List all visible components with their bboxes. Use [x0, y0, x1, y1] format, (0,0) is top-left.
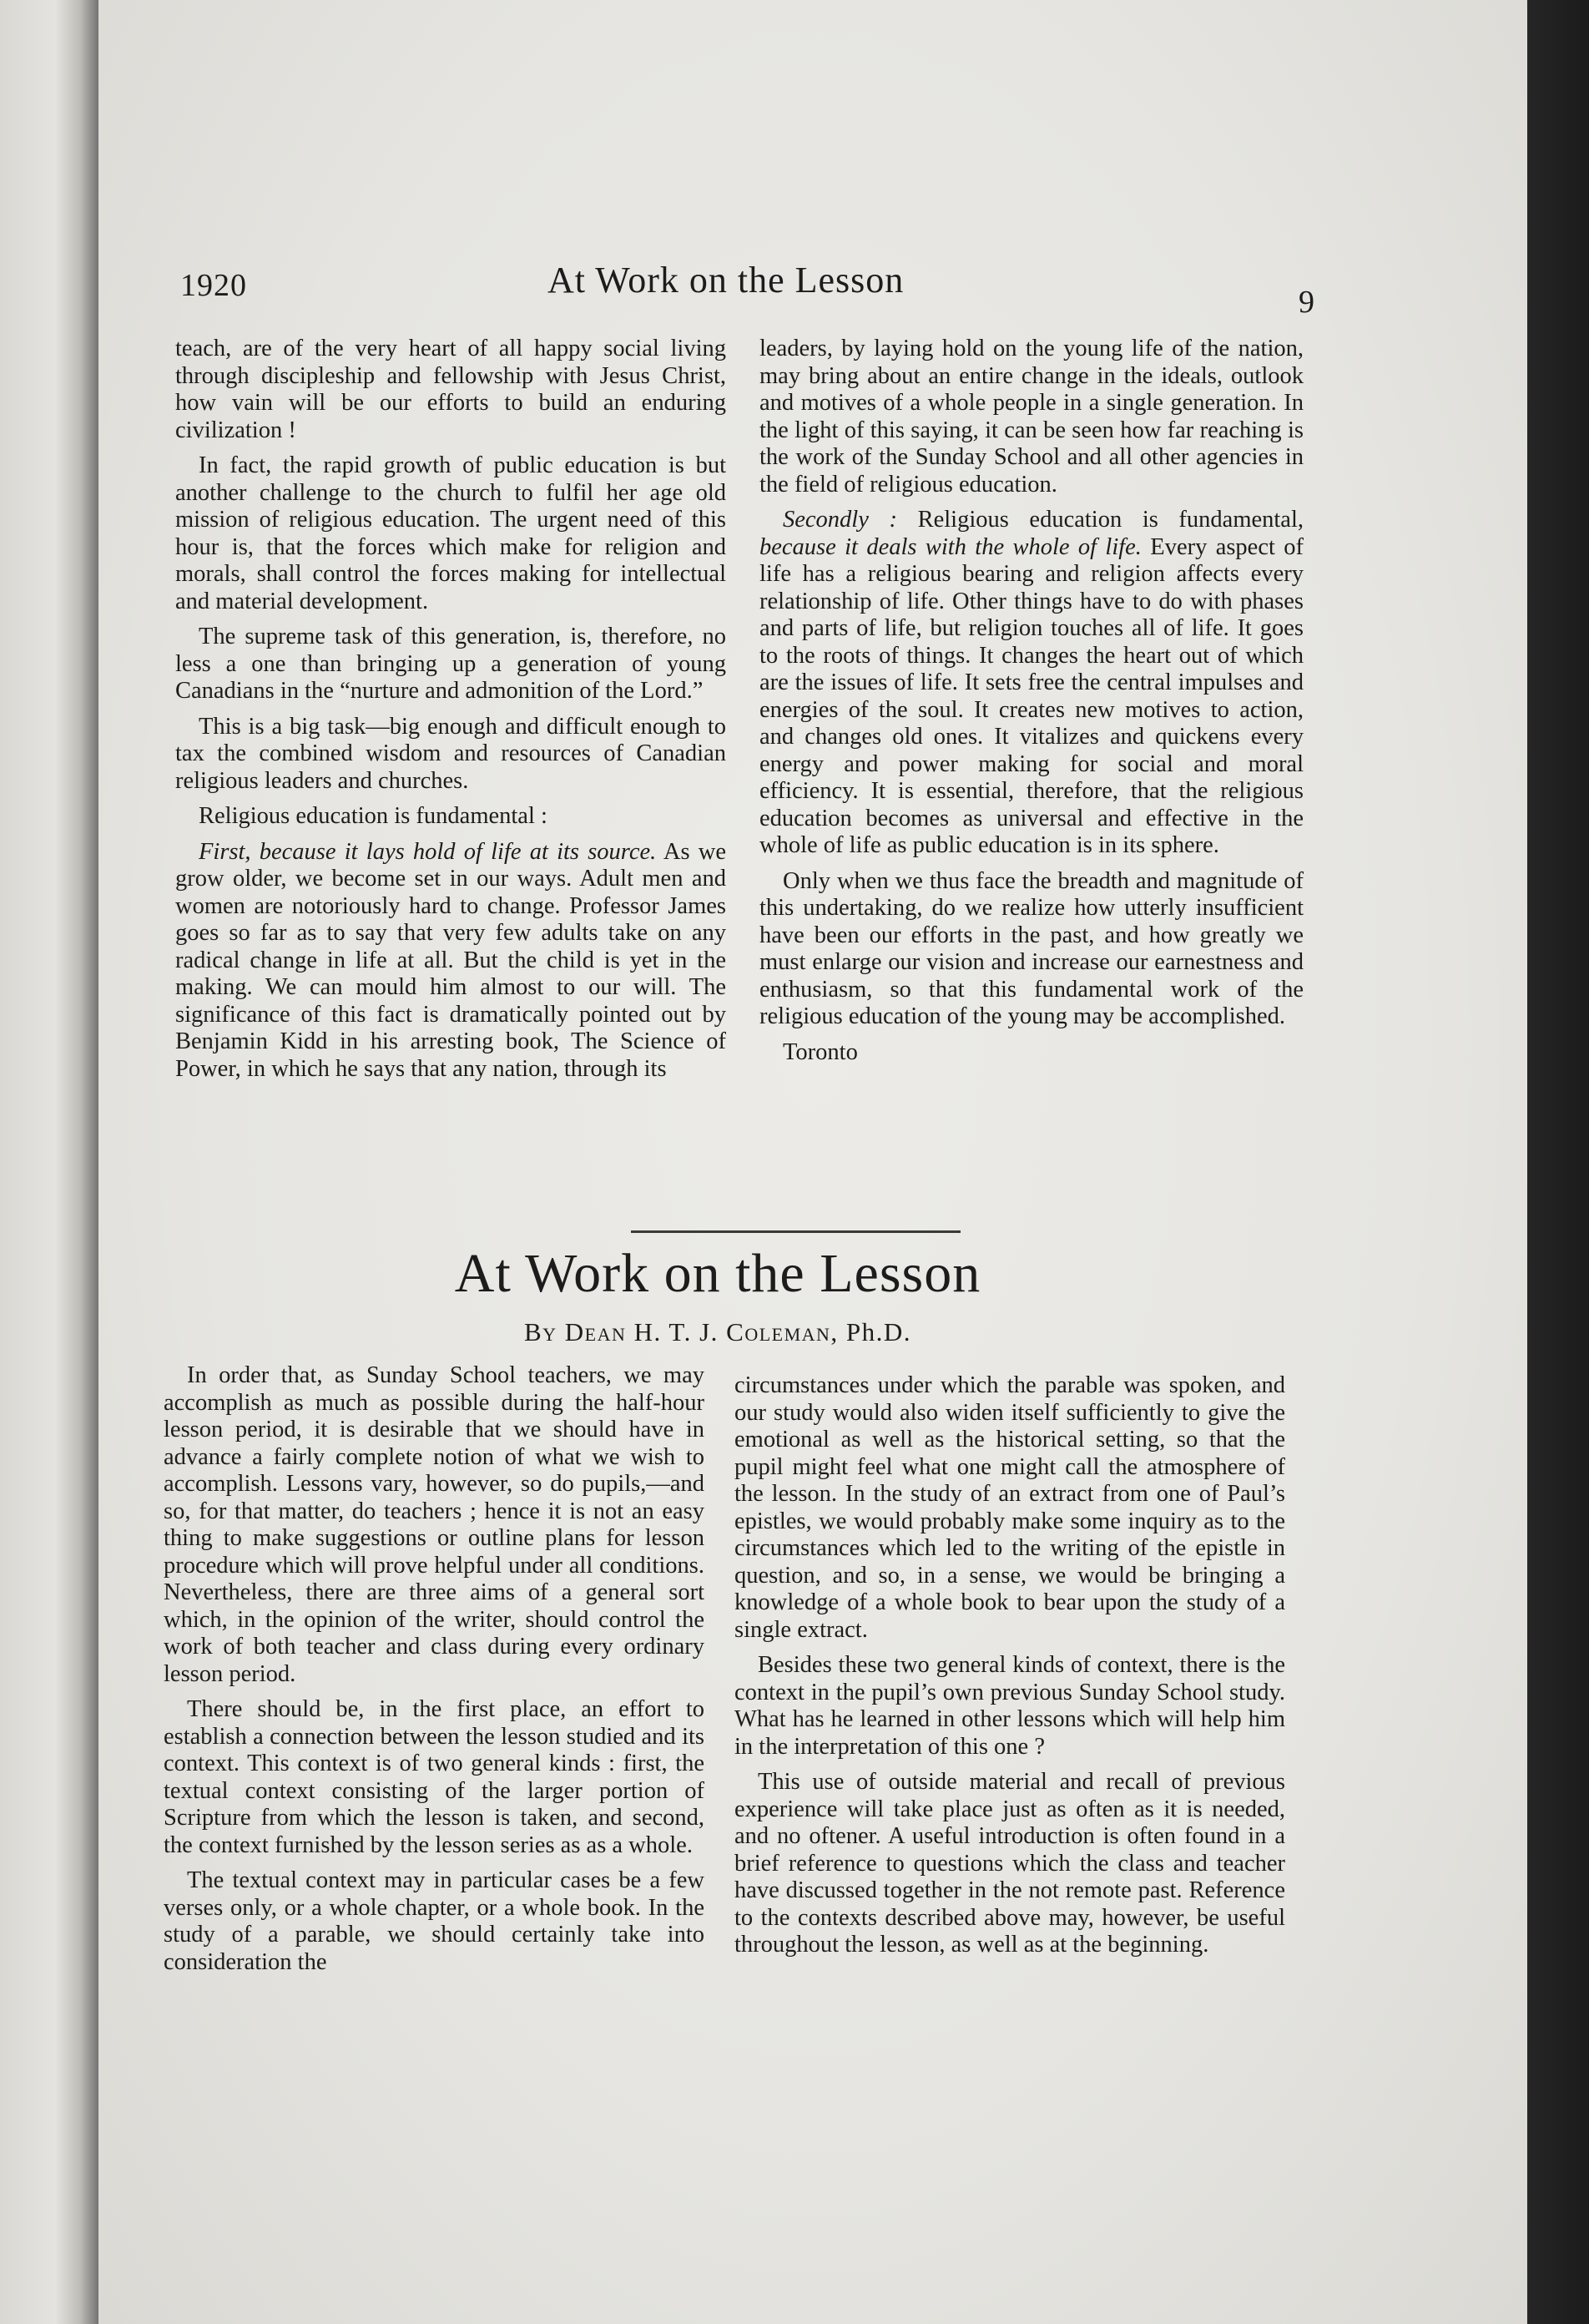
second-point-text: Religious education is fundamental,: [896, 507, 1304, 533]
paragraph: leaders, by laying hold on the young life of the nation, may bring about an entire change in the ideals, outlook and motives of a whole people in a single generation. In the light of this saying, it can be seen how far reaching is the work of the Sunday School and all other agencies in the field of religious education.: [759, 336, 1304, 498]
paragraph: circumstances under which the parable was spoken, and our study would also widen itself sufficiently to give the emotional as well as the historical setting, so that the pupil might feel what one might call the atmosphere of the lesson. In the study of an extract from one of Paul’s epistles, we would probably make some inquiry as to the circumstances which led to the writing of the epistle in question, and so, in a sense, we would be bringing a knowledge of a whole book to bear upon the study of a single extract.: [734, 1372, 1285, 1643]
paragraph: Besides these two general kinds of context, there is the context in the pupil’s own previous Sunday School study. What has he learned in other lessons which will help him in the interpretation of this one ?: [734, 1652, 1285, 1760]
first-point-lead: First, because it lays hold of life at its source.: [199, 838, 657, 865]
byline-name: Coleman: [726, 1317, 831, 1346]
article-byline: [167, 1317, 1269, 1347]
article-title: At Work on the Lesson: [454, 1243, 981, 1304]
paragraph: Only when we thus face the breadth and magnitude of this undertaking, do we realize how utterly insufficient have been our efforts in the past, and how greatly we must enlarge our vision and increase our earnestness and enthusiasm, so that this fundamental work of the religious education of the young may be accomplished.: [759, 867, 1304, 1029]
article-left-column: [164, 1362, 704, 1984]
paragraph: teach, are of the very heart of all happy social living through discipleship and fellowship with Jesus Christ, how vain will be our efforts to build an enduring civilization !: [175, 336, 726, 443]
paragraph-first-point: [175, 839, 726, 1084]
byline-suffix: , Ph.D.: [830, 1317, 912, 1346]
paragraph: This is a big task—big enough and difficult enough to tax the combined wisdom and resources of Canadian religious leaders and churches.: [175, 713, 726, 794]
section-divider: [631, 1230, 961, 1233]
article-right-column: [734, 1372, 1285, 1968]
page-number: 9: [1299, 285, 1315, 320]
paragraph: The supreme task of this generation, is, therefore, no less a one than bringing up a generation of young Canadians in the “nurture and admonition of the Lord.”: [175, 624, 726, 704]
paragraph: This use of outside material and recall of previous experience will take place just as often as it is needed, and no oftener. A useful introduction is often found in a brief reference to questions which the class and teacher have discussed together in the not remote past. Reference to the contexts described above may, however, be useful throughout the lesson, as well as at the beginning.: [734, 1769, 1285, 1958]
first-point-text: As we grow older, we become set in our ways. Adult men and women are notoriously hard to change. Professor James goes so far as to say that very few adults take on any radical change in life at all. But the child is yet in the making. We can mould him almost to our will. The significance of this fact is dramatically pointed out by Benjamin Kidd in his arresting book, The Science of Power, in which he says that any nation, through its: [175, 838, 726, 1082]
running-head: [180, 259, 1315, 320]
previous-article-right-column: [759, 336, 1304, 1074]
previous-article-left-column: [175, 336, 726, 1091]
book-left-edge: [0, 0, 100, 2324]
paragraph: There should be, in the first place, an effort to establish a connection between the lesson studied and its context. This context is of two general kinds : first, the textual context consisting of the larger portion of Scripture from which the lesson is taken, and second, the context furnished by the lesson series as as a whole.: [164, 1696, 704, 1858]
running-head-title: At Work on the Lesson: [547, 260, 905, 301]
paragraph: Religious education is fundamental :: [199, 803, 547, 829]
signature-place: Toronto: [783, 1038, 858, 1065]
byline-initials: H. T. J.: [633, 1317, 719, 1346]
running-head-year: 1920: [180, 268, 247, 303]
paragraph: In fact, the rapid growth of public education is but another challenge to the church to fulfil her age old mission of religious education. The urgent need of this hour is, that the forces which make for religion and morals, shall control the forces making for intellectual and material development.: [175, 452, 726, 614]
paragraph: The textual context may in particular cases be a few verses only, or a whole chapter, or a whole book. In the study of a parable, we should certainly take into consideration the: [164, 1867, 704, 1975]
second-point-lead: Secondly :: [783, 507, 897, 533]
byline-prefix: By Dean: [523, 1317, 627, 1346]
paragraph-second-point: [759, 507, 1304, 860]
paragraph: In order that, as Sunday School teachers, we may accomplish as much as possible during the half-hour lesson period, it is desirable that we should have in advance a fairly complete notion of what we wish to accomplish. Lessons vary, however, so do pupils,—and so, for that matter, do teachers ; hence it is not an easy thing to make suggestions or outline plans for lesson procedure which will prove helpful under all conditions. Nevertheless, there are three aims of a general sort which, in the opinion of the writer, should control the work of both teacher and class during every ordinary lesson period.: [164, 1362, 704, 1687]
second-point-italic: because it deals with the whole of life.: [759, 533, 1142, 560]
second-point-text-cont: Every aspect of life has a religious bearing and religion affects every relationship of life. Other things have to do with phases and parts of life, but religion touches all of life. It goes to the roots of things. It changes the heart out of which are the issues of life. It sets free the central impulses and energies of the soul. It creates new motives to action, and changes old ones. It vitalizes and quickens every energy and power making for social and moral efficiency. It is essential, therefore, that the religious education becomes as universal and effective in the whole of life as public education is in its sphere.: [759, 533, 1304, 858]
